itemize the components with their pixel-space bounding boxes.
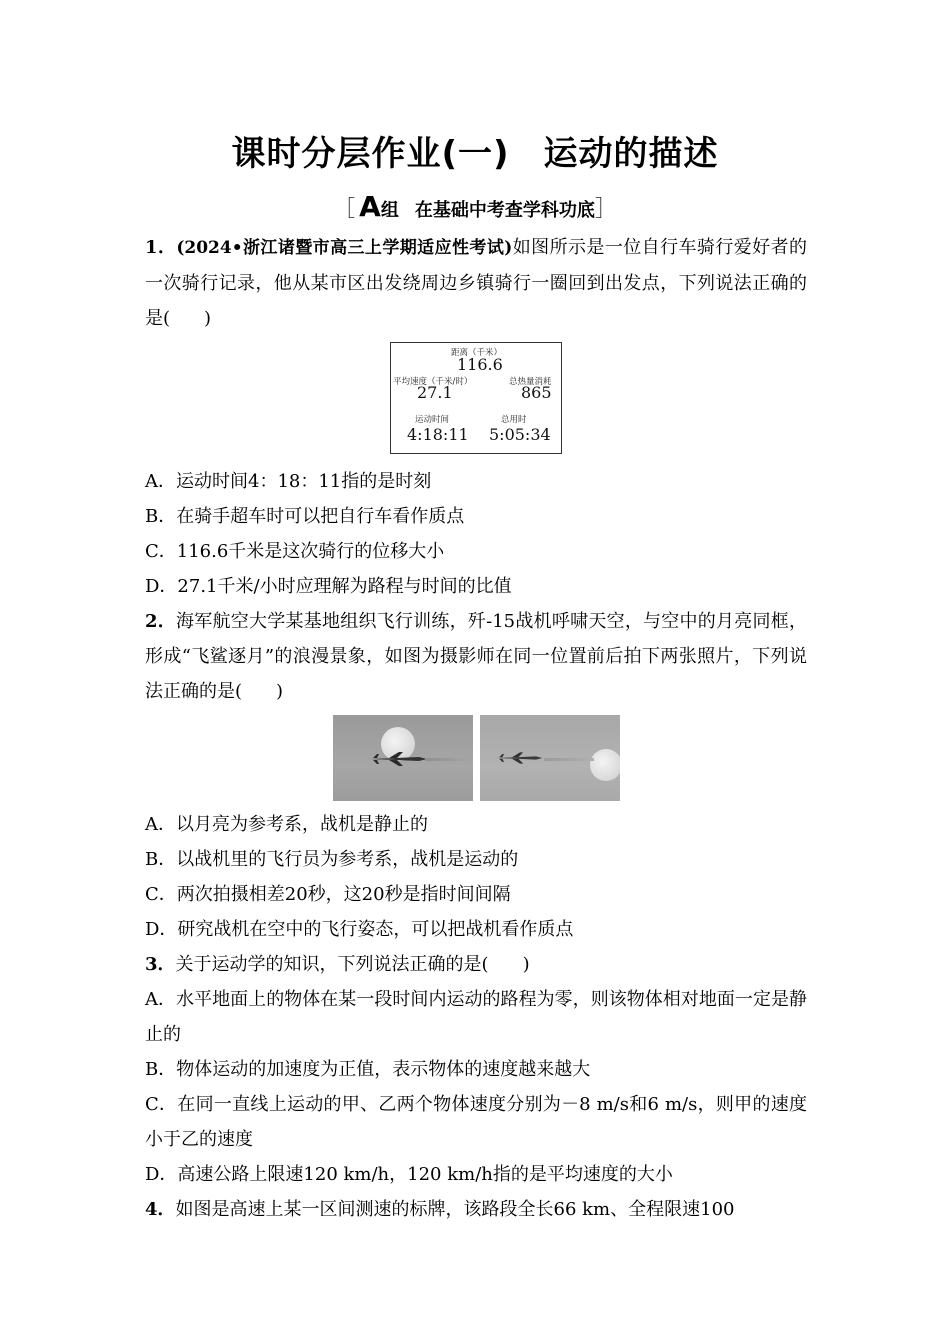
question-1-option-b: B．在骑手超车时可以把自行车看作质点 [145, 506, 465, 527]
question-2-option-d: D．研究战机在空中的飞行姿态，可以把战机看作质点 [145, 919, 574, 940]
question-2-text: 海军航空大学某基地组织飞行训练，歼-15战机呼啸天空，与空中的月亮同框，形成“飞鲨逐月”的浪漫景象，如图为摄影师在同一位置前后拍下两张照片，下列说法正确的是( [145, 611, 807, 702]
photo-jet-moon-1 [333, 715, 473, 801]
question-2-close: ) [276, 681, 284, 702]
question-list [145, 230, 807, 1227]
question-1-source: (2024•浙江诸暨市高三上学期适应性考试) [176, 238, 513, 258]
question-1-stem [145, 230, 807, 336]
photo-jet-moon-2 [480, 715, 620, 801]
question-4-number: 4． [145, 1199, 176, 1220]
question-2-number: 2． [145, 611, 177, 632]
total-time-value: 5:05:34 [489, 425, 551, 444]
heat-label: 总热量消耗 [509, 377, 552, 387]
question-4-stem [145, 1192, 807, 1227]
distance-value: 116.6 [457, 355, 503, 374]
jet-moon-photos [145, 715, 807, 801]
page-title [0, 126, 950, 175]
question-1-number: 1． [145, 237, 177, 258]
question-3-option-d: D．高速公路上限速120 km/h，120 km/h指的是平均速度的大小 [145, 1164, 673, 1185]
jet-icon [369, 751, 429, 767]
title-part1: 课时分层作业(一) [231, 134, 510, 174]
avg-speed-label: 平均速度（千米/时） [393, 377, 473, 387]
section-letter: A [359, 190, 381, 223]
question-1-close: ) [204, 308, 212, 329]
avg-speed-value: 27.1 [417, 383, 453, 402]
question-3-option-a: A．水平地面上的物体在某一段时间内运动的路程为零，则该物体相对地面一定是静止的 [145, 989, 807, 1045]
contrail [544, 758, 594, 761]
move-time-value: 4:18:11 [407, 425, 469, 444]
question-2-option-c: C．两次拍摄相差20秒，这20秒是指时间间隔 [145, 884, 511, 905]
heat-value: 865 [521, 383, 552, 402]
question-3-option-c: C．在同一直线上运动的甲、乙两个物体速度分别为－8 m/s和6 m/s，则甲的速度小于乙的速度 [145, 1094, 807, 1150]
question-3-option-b: B．物体运动的加速度为正值，表示物体的速度越来越大 [145, 1059, 591, 1080]
question-1-option-d: D．27.1千米/小时应理解为路程与时间的比值 [145, 576, 512, 597]
question-3-text: 关于运动学的知识，下列说法正确的是( [175, 954, 489, 975]
question-1-option-a: A．运动时间4：18：11指的是时刻 [145, 471, 432, 492]
question-2-stem [145, 604, 807, 709]
contrail [425, 758, 473, 761]
cycling-record-figure [390, 342, 562, 454]
section-bracket-open: ［ [333, 197, 356, 222]
question-2-option-a: A．以月亮为参考系，战机是静止的 [145, 814, 428, 835]
question-3-stem [145, 947, 807, 982]
section-desc: 在基础中考查学科功底 [414, 200, 595, 221]
moon-shape [590, 749, 620, 781]
question-3-number: 3． [145, 954, 176, 975]
question-1-option-c: C．116.6千米是这次骑行的位移大小 [145, 541, 445, 562]
question-3-close: ) [522, 954, 530, 975]
move-time-label: 运动时间 [415, 415, 450, 425]
section-group: 组 [380, 200, 399, 221]
section-bracket-close: ］ [594, 197, 617, 222]
question-1-text: 如图所示是一位自行车骑行爱好者的一次骑行记录，他从某市区出发绕周边乡镇骑行一圈回到出发点，下列说法正确的是( [145, 237, 807, 329]
question-2-option-b: B．以战机里的飞行员为参考系，战机是运动的 [145, 849, 519, 870]
title-part2: 运动的描述 [543, 134, 719, 174]
jet-icon [496, 751, 544, 765]
total-time-label: 总用时 [501, 415, 527, 425]
distance-label: 距离（千米） [451, 348, 503, 358]
section-heading [0, 190, 950, 223]
question-4-text: 如图是高速上某一区间测速的标牌，该路段全长66 km、全程限速100 [175, 1199, 735, 1220]
